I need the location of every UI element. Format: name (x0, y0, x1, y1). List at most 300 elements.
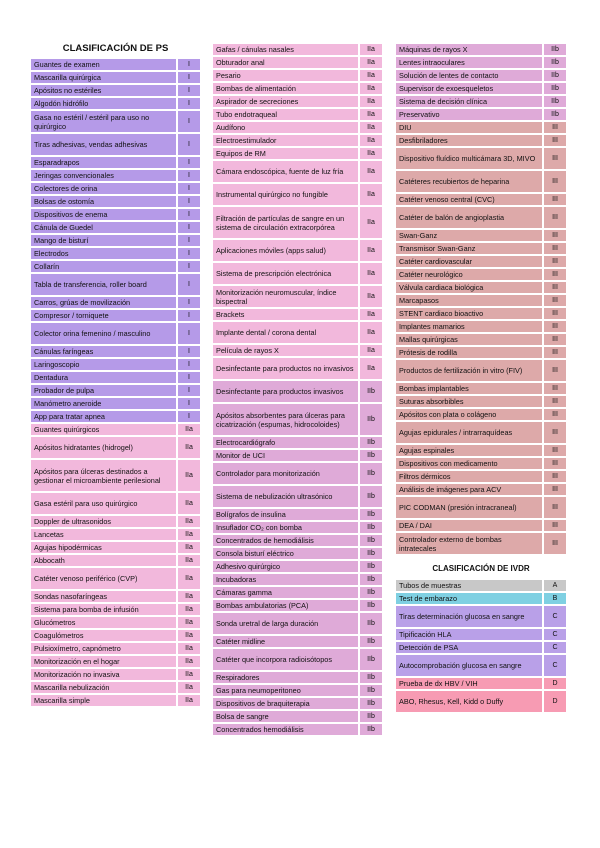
device-name: Carros, grúas de movilización (31, 297, 178, 308)
table-row (213, 509, 382, 520)
device-name: Tubo endotraqueal (213, 109, 360, 120)
device-class: IIb (544, 44, 566, 55)
table-row (31, 346, 200, 357)
device-name: Agujas epidurales / intrarraquídeas (396, 422, 544, 443)
device-class: IIa (178, 630, 200, 641)
device-class: IIb (544, 70, 566, 81)
device-class: IIa (360, 358, 382, 379)
device-class: III (544, 360, 566, 381)
device-name: Mascarilla nebulización (31, 682, 178, 693)
table-row (31, 604, 200, 615)
table-row (31, 59, 200, 70)
device-name: Supervisor de exoesqueletos (396, 83, 544, 94)
device-name: Tiras adhesivas, vendas adhesivas (31, 134, 178, 155)
table-row (213, 561, 382, 572)
table-row (31, 493, 200, 514)
device-class: I (178, 411, 200, 422)
device-class: IIb (360, 450, 382, 461)
table-row (396, 593, 566, 604)
device-name: Controlador para monitorización (213, 463, 360, 484)
device-class: IIb (360, 613, 382, 634)
table-row (396, 642, 566, 653)
device-class: IIb (360, 698, 382, 709)
table-row (396, 122, 566, 133)
table-row (213, 207, 382, 238)
device-name: Catéteres recubiertos de heparina (396, 171, 544, 192)
device-name: Colector orina femenino / masculino (31, 323, 178, 344)
table-row (31, 398, 200, 409)
device-class: IIb (360, 548, 382, 559)
table-row (396, 497, 566, 518)
device-name: Agujas espinales (396, 445, 544, 456)
device-name: Electrodos (31, 248, 178, 259)
table-row (213, 649, 382, 670)
device-name: Máquinas de rayos X (396, 44, 544, 55)
device-name: App para tratar apnea (31, 411, 178, 422)
device-class: D (544, 678, 566, 689)
device-name: Apósitos con plata o colágeno (396, 409, 544, 420)
device-name: Productos de fertilización in vitro (FIV) (396, 360, 544, 381)
device-class: III (544, 471, 566, 482)
device-name: Apósitos no estériles (31, 85, 178, 96)
device-class: IIb (544, 109, 566, 120)
device-class: D (544, 691, 566, 712)
table-row (31, 437, 200, 458)
device-class: III (544, 334, 566, 345)
device-class: IIa (178, 591, 200, 602)
device-class: IIb (360, 381, 382, 402)
table-row (396, 230, 566, 241)
ivdr-list (396, 580, 566, 712)
device-class: C (544, 655, 566, 676)
device-class: IIb (360, 463, 382, 484)
device-class: IIb (360, 672, 382, 683)
table-row (213, 70, 382, 81)
device-class: I (178, 235, 200, 246)
device-class: IIa (360, 286, 382, 307)
device-name: Bolsa de sangre (213, 711, 360, 722)
device-class: IIb (544, 83, 566, 94)
device-name: Apósitos absorbentes para úlceras para cicatrización (espumas, hidrocoloides) (213, 404, 360, 435)
table-row (396, 360, 566, 381)
device-class: IIa (178, 542, 200, 553)
device-class: III (544, 122, 566, 133)
table-row (213, 263, 382, 284)
device-name: Instrumental quirúrgico no fungible (213, 184, 360, 205)
device-class: IIa (360, 122, 382, 133)
table-row (213, 711, 382, 722)
table-row (31, 134, 200, 155)
device-class: IIa (178, 529, 200, 540)
device-class: IIa (360, 44, 382, 55)
table-row (213, 600, 382, 611)
device-class: III (544, 347, 566, 358)
ps-title: CLASIFICACIÓN DE PS (62, 43, 169, 54)
device-name: Mallas quirúrgicas (396, 334, 544, 345)
device-name: Laringoscopio (31, 359, 178, 370)
device-class: IIb (544, 57, 566, 68)
table-row (31, 359, 200, 370)
table-row (396, 520, 566, 531)
table-row (31, 248, 200, 259)
device-name: Sistema de decisión clínica (396, 96, 544, 107)
table-row (396, 691, 566, 712)
device-class: IIb (544, 96, 566, 107)
device-class: I (178, 59, 200, 70)
device-name: Desfibriladores (396, 135, 544, 146)
table-row (31, 222, 200, 233)
table-row (213, 345, 382, 356)
device-class: IIa (360, 207, 382, 238)
table-row (31, 261, 200, 272)
device-class: IIb (360, 535, 382, 546)
device-name: Sistema de nebulización ultrasónico (213, 486, 360, 507)
device-name: Bolsas de ostomía (31, 196, 178, 207)
table-row (213, 381, 382, 402)
device-class: IIa (178, 669, 200, 680)
table-row (396, 655, 566, 676)
device-class: IIa (360, 109, 382, 120)
device-class: III (544, 497, 566, 518)
device-name: Gasa no estéril / estéril para uso no quirúrgico (31, 111, 178, 132)
device-name: Autocomprobación glucosa en sangre (396, 655, 544, 676)
table-row (31, 72, 200, 83)
table-row (213, 685, 382, 696)
table-row (31, 385, 200, 396)
device-name: Guantes quirúrgicos (31, 424, 178, 435)
device-name: Aplicaciones móviles (apps salud) (213, 240, 360, 261)
device-class: III (544, 383, 566, 394)
table-row (396, 409, 566, 420)
device-name: Probador de pulpa (31, 385, 178, 396)
device-class: IIa (360, 148, 382, 159)
table-row (396, 334, 566, 345)
device-name: Mascarilla simple (31, 695, 178, 706)
device-class: III (544, 321, 566, 332)
table-row (31, 669, 200, 680)
device-name: Cámara endoscópica, fuente de luz fría (213, 161, 360, 182)
device-class: I (178, 111, 200, 132)
device-class: IIb (360, 636, 382, 647)
device-name: Dentadura (31, 372, 178, 383)
device-class: III (544, 269, 566, 280)
device-class: IIa (360, 322, 382, 343)
table-row (396, 678, 566, 689)
device-name: Swan-Ganz (396, 230, 544, 241)
device-name: Incubadoras (213, 574, 360, 585)
table-row (213, 122, 382, 133)
table-row (396, 471, 566, 482)
device-name: Sonda uretral de larga duración (213, 613, 360, 634)
table-row (396, 458, 566, 469)
device-name: Catéter de balón de angioplastia (396, 207, 544, 228)
device-name: Electrocardiógrafo (213, 437, 360, 448)
table-row (31, 98, 200, 109)
device-class: III (544, 243, 566, 254)
device-class: I (178, 398, 200, 409)
device-name: STENT cardiaco bioactivo (396, 308, 544, 319)
device-name: Tabla de transferencia, roller board (31, 274, 178, 295)
device-name: Monitor de UCI (213, 450, 360, 461)
device-name: Gasa estéril para uso quirúrgico (31, 493, 178, 514)
device-class: IIa (178, 493, 200, 514)
table-row (396, 269, 566, 280)
device-class: III (544, 458, 566, 469)
table-row (213, 322, 382, 343)
device-name: Apósitos para úlceras destinados a gestionar el microambiente perilesional (31, 460, 178, 491)
table-row (31, 85, 200, 96)
table-row (396, 96, 566, 107)
device-class: III (544, 484, 566, 495)
table-row (213, 587, 382, 598)
device-class: IIb (360, 685, 382, 696)
device-name: Equipos de RM (213, 148, 360, 159)
device-name: Consola bisturí eléctrico (213, 548, 360, 559)
table-row (31, 591, 200, 602)
device-name: Algodón hidrófilo (31, 98, 178, 109)
table-row (31, 542, 200, 553)
device-name: Catéter cardiovascular (396, 256, 544, 267)
table-row (396, 135, 566, 146)
table-row (213, 486, 382, 507)
device-class: C (544, 642, 566, 653)
device-name: Marcapasos (396, 295, 544, 306)
table-row (213, 636, 382, 647)
device-class: IIb (360, 486, 382, 507)
device-name: Transmisor Swan-Ganz (396, 243, 544, 254)
device-name: Filtros dérmicos (396, 471, 544, 482)
table-row (396, 533, 566, 554)
device-name: Implante dental / corona dental (213, 322, 360, 343)
device-class: IIa (360, 83, 382, 94)
device-name: Collarín (31, 261, 178, 272)
device-class: III (544, 148, 566, 169)
device-name: Análisis de imágenes para ACV (396, 484, 544, 495)
device-name: Preservativo (396, 109, 544, 120)
device-class: IIb (360, 561, 382, 572)
device-name: Guantes de examen (31, 59, 178, 70)
device-class: I (178, 323, 200, 344)
table-row (396, 295, 566, 306)
table-row (213, 574, 382, 585)
table-row (396, 282, 566, 293)
table-row (396, 207, 566, 228)
device-class: IIb (360, 574, 382, 585)
device-name: Catéter venoso periférico (CVP) (31, 568, 178, 589)
table-row (31, 235, 200, 246)
device-class: B (544, 593, 566, 604)
table-row (213, 309, 382, 320)
device-class: IIa (178, 460, 200, 491)
table-row (396, 243, 566, 254)
device-class: III (544, 422, 566, 443)
device-name: Mascarilla quirúrgica (31, 72, 178, 83)
device-class: IIa (178, 682, 200, 693)
device-name: Abbocath (31, 555, 178, 566)
device-class: IIa (178, 437, 200, 458)
table-row (31, 424, 200, 435)
device-class: IIa (178, 617, 200, 628)
device-class: III (544, 308, 566, 319)
table-row (31, 183, 200, 194)
device-name: Dispositivos de braquiterapia (213, 698, 360, 709)
device-name: Controlador externo de bombas intratecales (396, 533, 544, 554)
device-name: Obturador anal (213, 57, 360, 68)
device-name: Aspirador de secreciones (213, 96, 360, 107)
device-class: III (544, 409, 566, 420)
device-class: IIa (178, 555, 200, 566)
table-row (213, 96, 382, 107)
table-row (31, 516, 200, 527)
device-name: Suturas absorbibles (396, 396, 544, 407)
device-name: Sistema de prescripción electrónica (213, 263, 360, 284)
device-class: I (178, 170, 200, 181)
table-row (396, 321, 566, 332)
device-class: IIa (178, 424, 200, 435)
device-class: A (544, 580, 566, 591)
ps-list-1 (31, 59, 200, 706)
device-name: Colectores de orina (31, 183, 178, 194)
table-row (31, 157, 200, 168)
device-class: IIb (360, 404, 382, 435)
table-row (31, 111, 200, 132)
device-name: PIC CODMAN (presión intracraneal) (396, 497, 544, 518)
table-row (213, 535, 382, 546)
table-row (31, 297, 200, 308)
table-row (213, 613, 382, 634)
device-name: Insuflador CO₂ con bomba (213, 522, 360, 533)
device-name: ABO, Rhesus, Kell, Kidd o Duffy (396, 691, 544, 712)
device-class: IIa (360, 184, 382, 205)
table-row (31, 209, 200, 220)
table-row (396, 383, 566, 394)
device-class: I (178, 346, 200, 357)
device-class: I (178, 72, 200, 83)
device-class: III (544, 396, 566, 407)
device-class: IIa (360, 345, 382, 356)
table-row (213, 404, 382, 435)
device-name: Mango de bisturí (31, 235, 178, 246)
device-class: IIa (178, 695, 200, 706)
device-class: IIa (178, 604, 200, 615)
device-name: Filtración de partículas de sangre en un sistema de circulación extracorpórea (213, 207, 360, 238)
device-name: Prueba de dx HBV / VIH (396, 678, 544, 689)
device-class: IIa (360, 263, 382, 284)
table-row (396, 580, 566, 591)
device-class: III (544, 256, 566, 267)
device-name: Pulsioxímetro, capnómetro (31, 643, 178, 654)
table-row (31, 411, 200, 422)
ps-column-2 (213, 44, 382, 737)
device-class: IIa (360, 96, 382, 107)
table-row (31, 274, 200, 295)
device-class: III (544, 194, 566, 205)
device-class: III (544, 533, 566, 554)
device-class: I (178, 85, 200, 96)
device-class: IIa (360, 70, 382, 81)
device-name: Manómetro aneroide (31, 398, 178, 409)
device-name: Válvula cardiaca biológica (396, 282, 544, 293)
device-name: Cánula de Guedel (31, 222, 178, 233)
device-class: I (178, 183, 200, 194)
table-row (396, 484, 566, 495)
device-class: IIa (178, 516, 200, 527)
device-class: I (178, 157, 200, 168)
ivdr-title: CLASIFICACIÓN DE IVDR (432, 564, 530, 573)
table-row (396, 629, 566, 640)
ps-column-1 (31, 42, 200, 708)
device-name: Coagulómetros (31, 630, 178, 641)
device-name: Cánulas faríngeas (31, 346, 178, 357)
device-class: I (178, 222, 200, 233)
device-class: IIa (178, 568, 200, 589)
table-row (31, 630, 200, 641)
device-name: Dispositivos con medicamento (396, 458, 544, 469)
table-row (213, 184, 382, 205)
table-row (213, 286, 382, 307)
device-class: I (178, 98, 200, 109)
device-name: Película de rayos X (213, 345, 360, 356)
device-name: Dispositivo fluídico multicámara 3D, MIVO (396, 148, 544, 169)
table-row (396, 422, 566, 443)
device-name: Electroestimulador (213, 135, 360, 146)
table-row (213, 437, 382, 448)
ps-column-3 (396, 44, 566, 714)
device-name: Bombas de alimentación (213, 83, 360, 94)
device-name: Adhesivo quirúrgico (213, 561, 360, 572)
device-class: III (544, 171, 566, 192)
device-class: IIa (360, 309, 382, 320)
device-name: Catéter neurológico (396, 269, 544, 280)
device-class: IIa (360, 135, 382, 146)
device-name: Agujas hipodérmicas (31, 542, 178, 553)
table-row (396, 83, 566, 94)
device-name: Lentes intraoculares (396, 57, 544, 68)
table-row (213, 161, 382, 182)
device-class: I (178, 359, 200, 370)
table-row (396, 445, 566, 456)
device-class: IIa (360, 240, 382, 261)
device-name: DIU (396, 122, 544, 133)
table-row (396, 57, 566, 68)
device-name: Tipificación HLA (396, 629, 544, 640)
table-row (31, 310, 200, 321)
device-name: Concentrados de hemodiálisis (213, 535, 360, 546)
device-class: III (544, 520, 566, 531)
table-row (31, 555, 200, 566)
device-name: Solución de lentes de contacto (396, 70, 544, 81)
table-row (396, 44, 566, 55)
table-row (396, 606, 566, 627)
device-name: Bombas implantables (396, 383, 544, 394)
table-row (31, 682, 200, 693)
table-row (213, 358, 382, 379)
device-name: Bombas ambulatorias (PCA) (213, 600, 360, 611)
table-row (396, 308, 566, 319)
device-name: Monitorización en el hogar (31, 656, 178, 667)
device-class: IIa (360, 57, 382, 68)
device-name: Dispositivos de enema (31, 209, 178, 220)
table-row (213, 148, 382, 159)
device-name: Compresor / torniquete (31, 310, 178, 321)
table-row (213, 109, 382, 120)
device-class: III (544, 295, 566, 306)
device-class: I (178, 248, 200, 259)
device-class: III (544, 135, 566, 146)
table-row (396, 256, 566, 267)
table-row (213, 522, 382, 533)
device-name: DEA / DAI (396, 520, 544, 531)
